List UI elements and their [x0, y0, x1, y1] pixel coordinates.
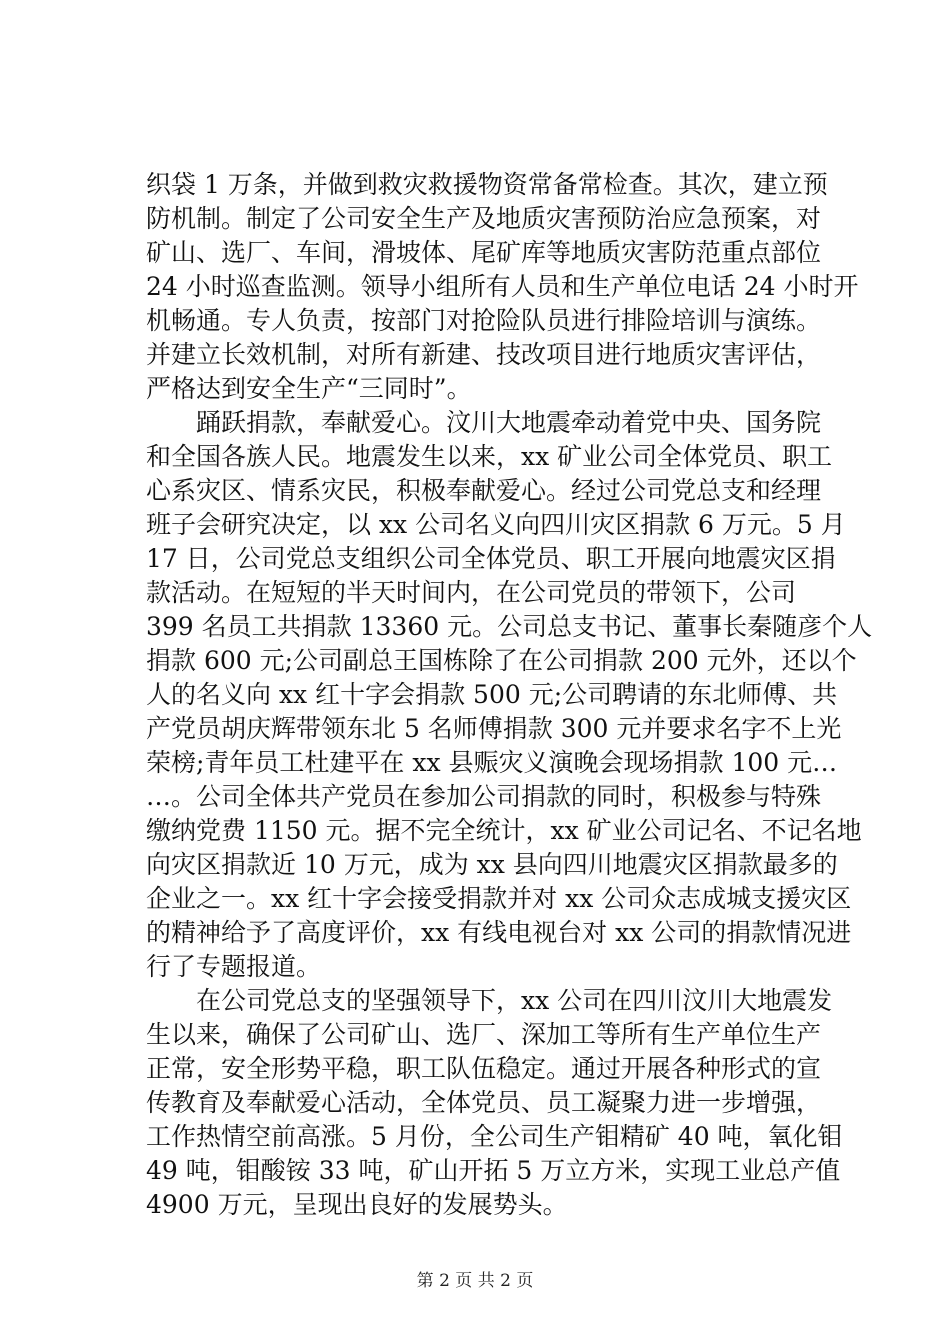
- text-line: 产党员胡庆辉带领东北 5 名师傅捐款 300 元并要求名字不上光: [146, 714, 842, 743]
- text-line: 24 小时巡查监测。领导小组所有人员和生产单位电话 24 小时开: [146, 272, 859, 301]
- text-line: 传教育及奉献爱心活动，全体党员、员工凝聚力进一步增强，: [146, 1088, 822, 1117]
- page-number-label: 第 2 页 共 2 页: [416, 1271, 534, 1291]
- document-body: [146, 168, 873, 1222]
- paragraph-1: [146, 168, 859, 406]
- text-line: 正常，安全形势平稳，职工队伍稳定。通过开展各种形式的宣: [146, 1054, 822, 1083]
- text-line: 机畅通。专人负责，按部门对抢险队员进行排险培训与演练。: [146, 306, 822, 335]
- text-line: 班子会研究决定，以 xx 公司名义向四川灾区捐款 6 万元。5 月: [146, 510, 846, 539]
- paragraph-3: [146, 984, 843, 1222]
- page-footer: [0, 1270, 950, 1292]
- text-line: 防机制。制定了公司安全生产及地质灾害预防治应急预案，对: [146, 204, 822, 233]
- paragraph-2: [146, 406, 873, 984]
- text-line: 在公司党总支的坚强领导下，xx 公司在四川汶川大地震发: [196, 986, 833, 1015]
- text-line: 行了专题报道。: [146, 952, 322, 981]
- text-line: 企业之一。xx 红十字会接受捐款并对 xx 公司众志成城支援灾区: [146, 884, 852, 913]
- text-line: 严格达到安全生产“三同时”。: [146, 374, 472, 403]
- text-line: …。公司全体共产党员在参加公司捐款的同时，积极参与特殊: [146, 782, 822, 811]
- text-line: 399 名员工共捐款 13360 元。公司总支书记、董事长秦随彦个人: [146, 612, 873, 641]
- text-line: 工作热情空前高涨。5 月份，全公司生产钼精矿 40 吨，氧化钼: [146, 1122, 843, 1151]
- text-line: 向灾区捐款近 10 万元，成为 xx 县向四川地震灾区捐款最多的: [146, 850, 838, 879]
- text-line: 人的名义向 xx 红十字会捐款 500 元;公司聘请的东北师傅、共: [146, 680, 838, 709]
- text-line: 缴纳党费 1150 元。据不完全统计，xx 矿业公司记名、不记名地: [146, 816, 862, 845]
- text-line: 的精神给予了高度评价，xx 有线电视台对 xx 公司的捐款情况进: [146, 918, 852, 947]
- text-line: 和全国各族人民。地震发生以来，xx 矿业公司全体党员、职工: [146, 442, 833, 471]
- text-line: 心系灾区、情系灾民，积极奉献爱心。经过公司党总支和经理: [146, 476, 822, 505]
- text-line: 踊跃捐款，奉献爱心。汶川大地震牵动着党中央、国务院: [196, 408, 822, 437]
- text-line: 矿山、选厂、车间，滑坡体、尾矿库等地质灾害防范重点部位: [146, 238, 822, 267]
- text-line: 49 吨，钼酸铵 33 吨，矿山开拓 5 万立方米，实现工业总产值: [146, 1156, 841, 1185]
- text-line: 荣榜;青年员工杜建平在 xx 县赈灾义演晚会现场捐款 100 元…: [146, 748, 838, 777]
- text-line: 款活动。在短短的半天时间内，在公司党员的带领下，公司: [146, 578, 797, 607]
- text-line: 捐款 600 元;公司副总王国栋除了在公司捐款 200 元外，还以个: [146, 646, 857, 675]
- text-line: 17 日，公司党总支组织公司全体党员、职工开展向地震灾区捐: [146, 544, 836, 573]
- text-line: 生以来，确保了公司矿山、选厂、深加工等所有生产单位生产: [146, 1020, 822, 1049]
- text-line: 4900 万元，呈现出良好的发展势头。: [146, 1190, 568, 1219]
- text-line: 并建立长效机制，对所有新建、技改项目进行地质灾害评估，: [146, 340, 822, 369]
- text-line: 织袋 1 万条，并做到救灾救援物资常备常检查。其次，建立预: [146, 170, 828, 199]
